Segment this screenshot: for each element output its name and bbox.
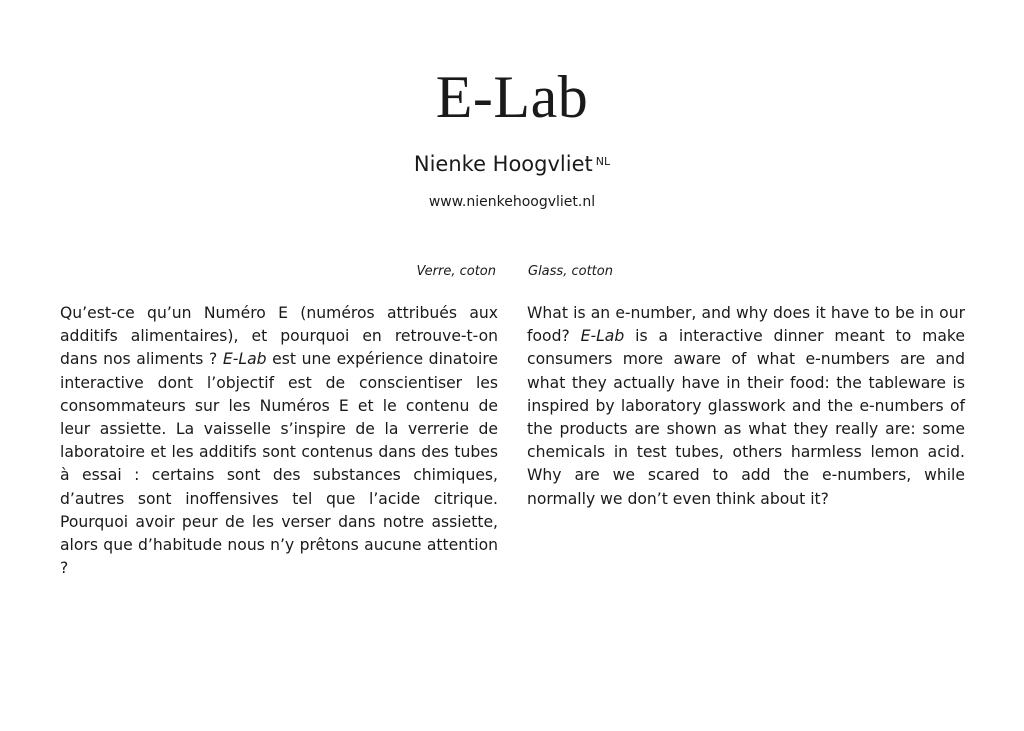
description-english — [527, 302, 965, 511]
description-french-part1: Qu’est-ce qu’un Numéro E (numéros attribués aux additifs alimentaires), et pourquoi en retrouve-t-on dans nos aliments ? — [60, 304, 498, 369]
materials-english: Glass, cotton — [528, 264, 613, 279]
description-english-emphasis: E-Lab — [580, 327, 625, 346]
website-link[interactable]: www.nienkehoogvliet.nl — [428, 194, 596, 210]
description-french — [60, 302, 498, 580]
page-title: E-Lab — [435, 64, 589, 130]
author-country: NL — [595, 155, 611, 168]
description-english-part2: is a interactive dinner meant to make consumers more aware of what e-numbers are and what they actually have in their food: the tableware is inspired by laboratory glasswork and the e-numbers of the products are shown as what they really are: some chemicals in test tubes, others harmless lemon acid. Why are we scared to add the e-numbers, while normally we don’t even think about it? — [527, 327, 965, 508]
description-english-part1: What is an e-number, and why does it have to be in our food? — [527, 304, 965, 346]
description-french-emphasis: E-Lab — [222, 350, 267, 369]
materials-french: Verre, coton — [416, 264, 496, 279]
description-french-part2: est une expérience dinatoire interactive dont l’objectif est de conscientiser les consommateurs sur les Numéros E et le contenu de leur assiette. La vaisselle s’inspire de la verrerie de laboratoire et les additifs sont contenus dans des tubes à essai : certains sont des substances chimiques, d’autres sont inoffensives tel que l’acide citrique. Pourquoi avoir peur de les verser dans notre assiette, alors que d’habitude nous n’y prêtons aucune attention ? — [60, 350, 498, 578]
author-line — [0, 150, 1024, 178]
author-name: Nienke Hoogvliet — [413, 152, 593, 176]
